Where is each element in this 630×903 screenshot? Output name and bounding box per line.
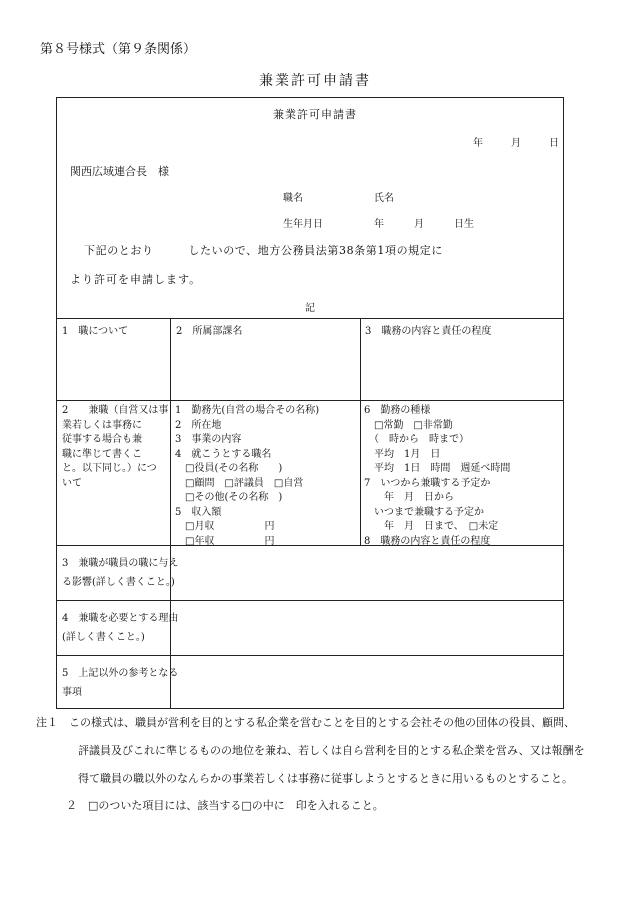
position-label: 職名 xyxy=(283,193,303,204)
body-line-1: 下記のとおり したいので、地方公務員法第38条第1項の規定に xyxy=(84,244,443,257)
body-line-2: より許可を申請します。 xyxy=(70,273,202,286)
birth-day: 日生 xyxy=(454,219,474,230)
row2-col1-line: と。以下同じ。）につ xyxy=(62,463,157,474)
note-2: ２ □のついた項目には、該当する□の中に 印を入れること。 xyxy=(66,799,384,812)
date-month: 月 xyxy=(511,138,521,149)
row1-col3-label: 3 職務の内容と責任の程度 xyxy=(365,326,492,337)
addressee: 関西広域連合長 様 xyxy=(70,165,169,178)
name-label: 氏名 xyxy=(374,193,394,204)
note-1-line-2: 評議員及びこれに準じるものの地位を兼ね、若しくは自ら営利を目的とする私企業を営み、又は報酬を xyxy=(78,744,585,757)
row2-col3-line: いつまで兼職する予定か xyxy=(364,506,484,518)
row2-col2-text xyxy=(175,404,319,549)
col-divider-2 xyxy=(360,318,361,545)
birth-month: 月 xyxy=(414,219,424,230)
row2-col1-line: いて xyxy=(62,477,82,489)
inner-title: 兼業許可申請書 xyxy=(273,108,357,121)
row3-label-line: る影響(詳しく書くこと。) xyxy=(62,577,175,588)
note-1-line-1: 注１ この様式は、職員が営利を目的とする私企業を営むことを目的とする会社その他の団体の役員、顧問、 xyxy=(36,716,575,729)
row2-col2-line: □その他(その名称 ) xyxy=(175,492,283,503)
document-title: 兼業許可申請書 xyxy=(259,73,371,89)
row-divider-4 xyxy=(56,600,564,601)
row2-col1-text xyxy=(62,404,168,491)
row5-label-line: 5 上記以外の参考となる xyxy=(62,668,179,679)
row4-label-line: (詳しく書くこと。) xyxy=(62,632,145,643)
row4-label-line: 4 兼職を必要とする理由 xyxy=(62,613,179,624)
row-divider-5 xyxy=(56,655,564,656)
row2-col3-text xyxy=(364,404,510,549)
row2-col3-line: 8 職務の内容と責任の程度 xyxy=(364,535,491,547)
note-1-line-3: 得て職員の職以外のなんらかの事業若しくは事務に従事しようとするときに用いるものとすること。 xyxy=(78,772,573,785)
date-year: 年 xyxy=(473,138,483,149)
row2-col3-line: □常勤 □非常勤 xyxy=(364,419,453,431)
date-day: 日 xyxy=(549,138,559,149)
row2-col2-line: 4 就こうとする職名 xyxy=(175,448,272,460)
row5-label-line: 事項 xyxy=(62,687,82,698)
row5-label xyxy=(62,664,178,702)
row3-label xyxy=(62,554,178,592)
birth-year: 年 xyxy=(374,219,384,230)
row2-col3-line: 平均 1日 時間 週延べ時間 xyxy=(364,463,511,474)
row3-label-line: 3 兼職が職員の職に与え xyxy=(62,558,179,569)
row2-col1-line: 従事する場合も兼 xyxy=(62,434,142,445)
row2-col3-line: （ 時から 時まで） xyxy=(364,434,469,445)
row4-label xyxy=(62,609,178,647)
row1-col2-label: 2 所属部課名 xyxy=(176,326,243,337)
row2-col2-line: 5 収入額 xyxy=(175,506,222,518)
row2-col2-line: 1 勤務先(自営の場合その名称) xyxy=(175,405,320,416)
row2-col2-line: □顧問 □評議員 □自営 xyxy=(175,477,304,489)
row2-col3-line: 年 月 日から xyxy=(364,492,454,503)
ki-label: 記 xyxy=(305,303,315,314)
row2-col3-line: 7 いつから兼職する予定か xyxy=(364,477,491,489)
row2-col2-line: □年収 円 xyxy=(175,535,275,547)
col-divider-1 xyxy=(170,318,171,708)
form-number: 第８号様式（第９条関係） xyxy=(40,42,197,57)
row-divider-1 xyxy=(56,318,564,319)
row-divider-2 xyxy=(56,400,564,401)
row2-col2-line: □月収 円 xyxy=(175,521,275,532)
row2-col3-line: 年 月 日まで、 □未定 xyxy=(364,521,499,532)
row2-col1-line: 職に準じて書くこ xyxy=(62,448,142,460)
birth-label: 生年月日 xyxy=(283,219,323,230)
row2-col1-line: 2 兼職（自営又は事 xyxy=(62,405,169,416)
row1-col1-label: 1 職について xyxy=(62,326,129,337)
row2-col2-line: 3 事業の内容 xyxy=(175,434,242,445)
row2-col2-line: □役員(その名称 ) xyxy=(175,463,283,474)
row2-col1-line: 業若しくは事務に xyxy=(62,419,142,431)
row2-col3-line: 平均 1月 日 xyxy=(364,448,441,460)
row2-col2-line: 2 所在地 xyxy=(175,419,222,431)
row2-col3-line: 6 勤務の種様 xyxy=(364,405,431,416)
